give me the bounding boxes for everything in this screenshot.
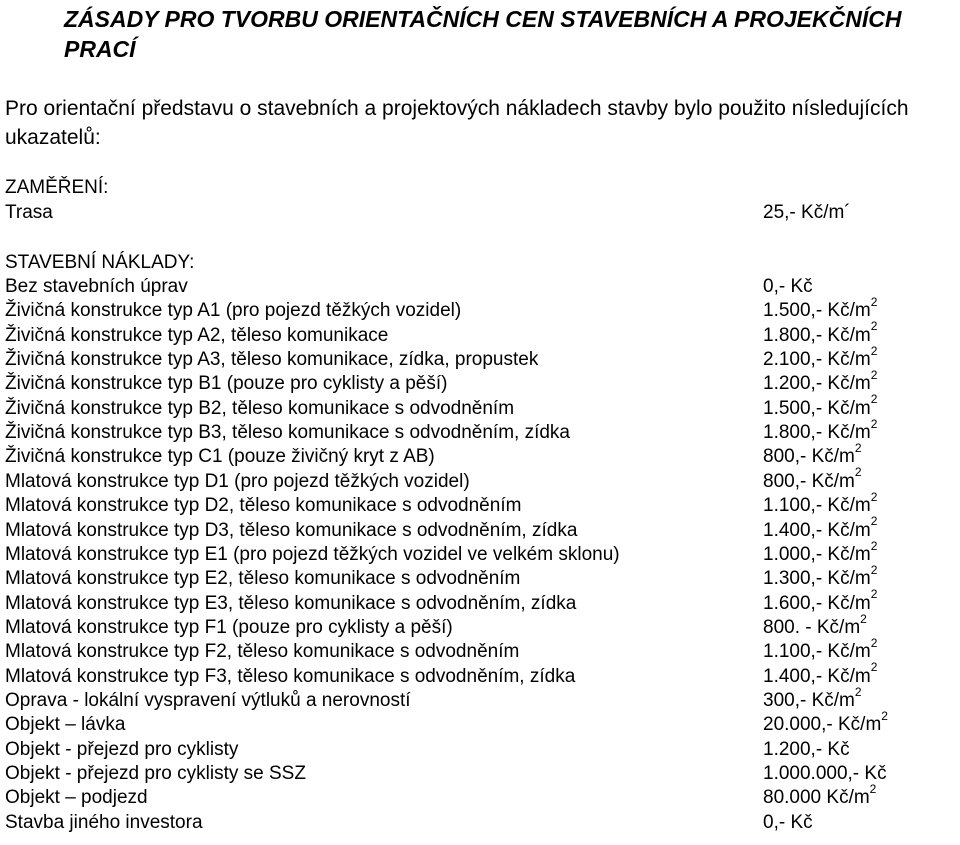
price-row [5,538,955,567]
price-row [5,708,955,737]
price-row [5,738,955,762]
unit-exponent: 2 [854,441,862,456]
price-value-text: 1.100,- Kč/m [763,641,871,663]
price-row-value [763,762,887,786]
price-row-value [763,811,813,835]
unit-exponent: 2 [870,392,878,407]
price-row [5,635,955,664]
price-row-label: Mlatová konstrukce typ F3, těleso komunikace s odvodněním, zídka [5,665,576,687]
price-row [5,275,955,299]
unit-exponent: 2 [870,343,878,358]
price-row-value [763,684,862,713]
unit-exponent: 2 [870,587,878,602]
price-row-value [763,562,878,591]
price-row-label: Objekt - přejezd pro cyklisty se SSZ [5,763,306,784]
price-row-label: Živičná konstrukce typ C1 (pouze živičný kryt z AB) [5,446,435,468]
unit-exponent: 2 [870,562,878,577]
price-row [5,319,955,348]
unit-exponent: 2 [870,635,878,650]
price-row [5,392,955,421]
price-row-value [763,611,867,640]
price-value-text: 20.000,- Kč/m [763,714,882,736]
price-row-label: Živičná konstrukce typ B2, těleso komunikace s odvodněním [5,397,515,419]
intro-paragraph: Pro orientační představu o stavebních a projektových nákladech stavby bylo použito nísledujících ukazatelů: [5,97,909,149]
price-row-value [763,635,878,664]
unit-exponent: 2 [860,611,867,626]
price-row-label: Živičná konstrukce typ A3, těleso komunikace, zídka, propustek [5,349,539,371]
price-value-text: 0,- Kč [763,276,813,297]
price-row-value [763,514,878,543]
price-row-label: Živičná konstrukce typ B3, těleso komunikace s odvodněním, zídka [5,422,570,444]
price-row-value [763,489,878,518]
price-row [5,201,955,225]
price-row-label: Mlatová konstrukce typ F1 (pouze pro cyklisty a pěší) [5,616,453,638]
price-value-text: 800,- Kč/m [763,446,855,468]
price-row-label: Mlatová konstrukce typ D3, těleso komunikace s odvodněním, zídka [5,519,578,541]
price-value-text: 0,- Kč [763,811,813,833]
price-row [5,782,955,810]
unit-exponent: 2 [870,368,878,383]
price-row-label: Trasa [5,202,53,223]
price-row [5,762,955,786]
price-row-value [763,465,862,494]
price-row-label: Mlatová konstrukce typ E1 (pro pojezd těžkých vozidel ve velkém sklonu) [5,543,620,565]
price-row-label: Živičná konstrukce typ A2, těleso komunikace [5,324,389,346]
price-row-label: Mlatová konstrukce typ E3, těleso komunikace s odvodněním, zídka [5,592,577,614]
price-value-text: 1.500,- Kč/m [763,397,871,419]
price-value-text: 1.400,- Kč/m [763,519,871,541]
unit-exponent: 2 [870,295,878,310]
price-row-value [763,392,878,421]
price-row [5,343,955,372]
price-row-label: Objekt – podjezd [5,787,148,809]
price-value-text: 1.400,- Kč/m [763,665,871,687]
price-row-value [763,738,850,762]
price-row-label: Živičná konstrukce typ A1 (pro pojezd těžkých vozidel) [5,300,462,322]
price-row [5,811,955,835]
price-row-label: Bez stavebních úprav [5,276,188,297]
document-title: ZÁSADY PRO TVORBU ORIENTAČNÍCH CEN STAVEBNÍCH A PROJEKČNÍCH PRACÍ [64,6,902,62]
price-row-label: Stavba jiného investora [5,811,203,833]
price-row-label: Objekt - přejezd pro cyklisty [5,738,239,760]
price-row-value [763,319,878,348]
section-heading-stavebni-naklady: STAVEBNÍ NÁKLADY: [5,252,195,273]
price-row [5,611,955,640]
price-row [5,295,955,323]
price-row-value [763,368,878,396]
price-row [5,562,955,591]
price-value-text: 1.600,- Kč/m [763,592,871,614]
price-row-value [763,782,877,810]
price-row-value [763,201,851,225]
price-row [5,660,955,689]
price-row-label: Mlatová konstrukce typ D1 (pro pojezd těžkých vozidel) [5,470,470,492]
section-heading-zamereni: ZAMĚŘENÍ: [5,177,109,198]
price-value-text: 1.000.000,- Kč [763,763,887,784]
price-value-text: 1.800,- Kč/m [763,324,871,346]
price-row [5,514,955,543]
unit-exponent: 2 [870,489,878,504]
price-value-text: 2.100,- Kč/m [763,349,871,371]
unit-exponent: 2 [869,782,877,797]
price-row-value [763,441,862,469]
price-row-value [763,275,813,299]
price-row-value [763,295,878,323]
price-row-value [763,343,878,372]
price-row-label: Mlatová konstrukce typ F2, těleso komunikace s odvodněním [5,641,520,663]
price-value-text: 800. - Kč/m [763,616,861,638]
price-value-text: 1.500,- Kč/m [763,300,871,322]
price-value-text: 300,- Kč/m [763,689,855,711]
price-row-label: Oprava - lokální vyspravení výtluků a nerovností [5,689,411,711]
price-value-text: 1.100,- Kč/m [763,495,871,517]
price-value-text: 80.000 Kč/m [763,787,870,809]
unit-exponent: 2 [870,319,878,334]
price-row [5,368,955,396]
unit-exponent: 2 [854,684,862,699]
unit-exponent: 2 [870,660,878,675]
price-row [5,684,955,713]
price-row [5,441,955,469]
price-value-text: 1.800,- Kč/m [763,422,871,444]
price-row-label: Mlatová konstrukce typ D2, těleso komunikace s odvodněním [5,495,522,517]
price-row [5,465,955,494]
price-row [5,587,955,616]
price-row-label: Živičná konstrukce typ B1 (pouze pro cyklisty a pěší) [5,373,448,395]
unit-exponent: 2 [870,514,878,529]
price-row [5,489,955,518]
price-value-text: 1.300,- Kč/m [763,568,871,590]
price-value-text: 800,- Kč/m [763,470,855,492]
price-value-text: 25,- Kč/m´ [763,202,851,223]
price-row-label: Mlatová konstrukce typ E2, těleso komunikace s odvodněním [5,568,521,590]
price-row-value [763,708,888,737]
price-row [5,416,955,445]
price-value-text: 1.200,- Kč/m [763,373,871,395]
price-row-label: Objekt – lávka [5,714,126,736]
unit-exponent: 2 [881,708,888,723]
price-row-value [763,538,878,567]
unit-exponent: 2 [870,538,878,553]
price-value-text: 1.200,- Kč [763,738,850,760]
unit-exponent: 2 [854,465,862,480]
unit-exponent: 2 [870,416,878,431]
price-value-text: 1.000,- Kč/m [763,543,871,565]
